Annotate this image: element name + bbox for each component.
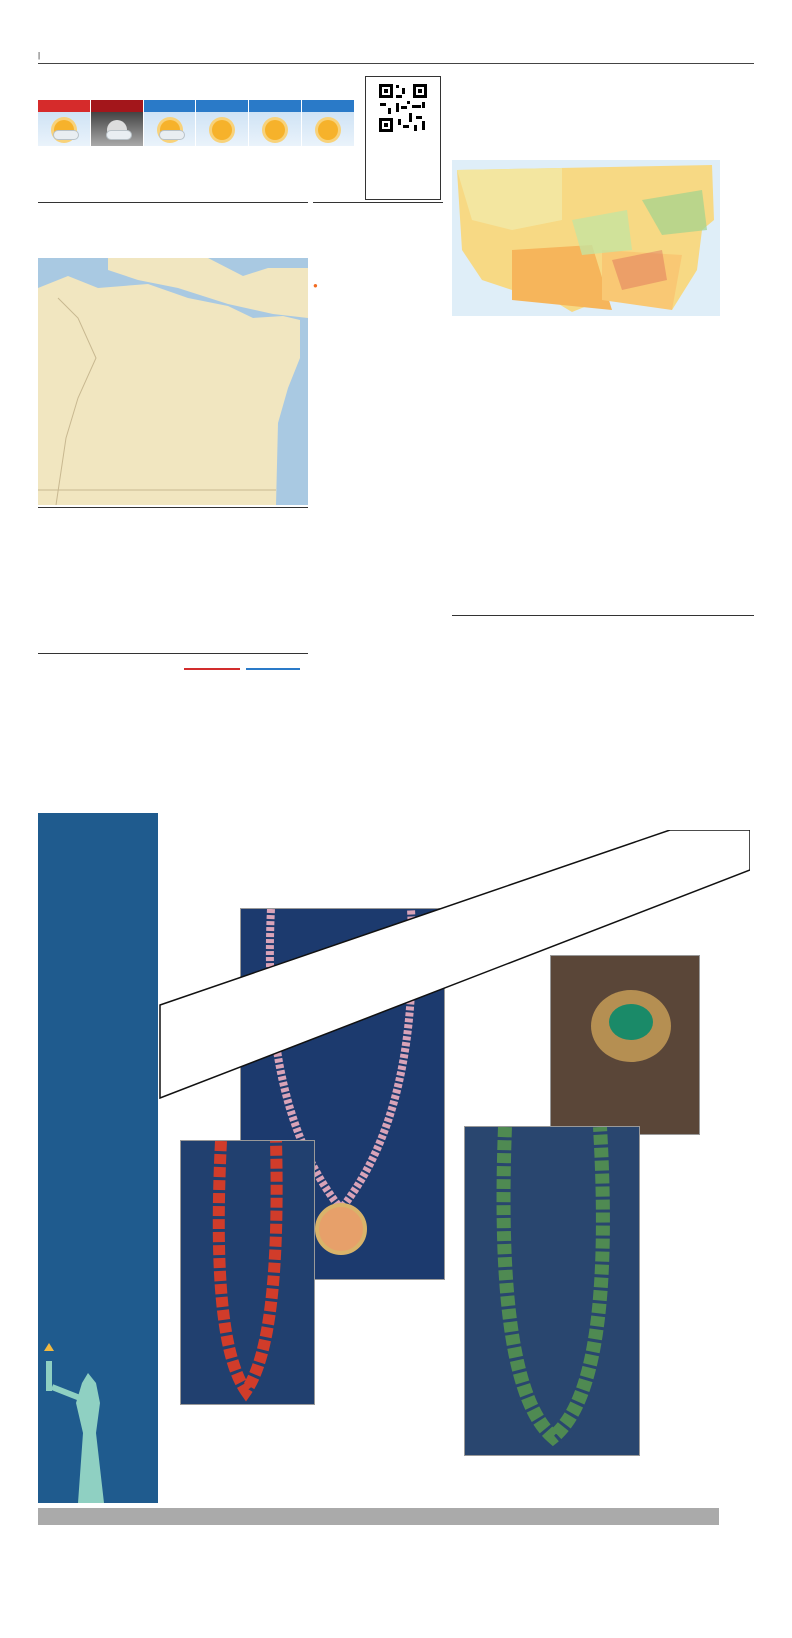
sun-icon bbox=[196, 112, 248, 146]
qr-code[interactable] bbox=[378, 83, 428, 133]
temperature-legend bbox=[452, 320, 720, 332]
regional-map bbox=[38, 258, 308, 505]
trends-title bbox=[38, 653, 308, 654]
necklace-3-image bbox=[181, 1141, 316, 1406]
regional-outlook-title bbox=[38, 202, 308, 203]
forecast-day bbox=[91, 100, 143, 178]
national-map bbox=[452, 160, 720, 316]
day-name bbox=[144, 100, 196, 112]
final-day-banner bbox=[150, 830, 750, 1100]
day-name bbox=[91, 100, 143, 112]
accuweather-logo bbox=[313, 281, 443, 290]
night-partly-cloudy-icon bbox=[91, 112, 143, 146]
trends-key bbox=[60, 668, 300, 686]
partly-cloudy-icon bbox=[38, 112, 90, 146]
temperature-trends-chart bbox=[38, 686, 308, 766]
regional-forecast-title bbox=[38, 507, 308, 508]
sun-icon bbox=[249, 112, 301, 146]
day-name bbox=[196, 100, 248, 112]
air-quality-scale bbox=[313, 257, 443, 271]
photo-roman-glass-necklace bbox=[464, 1126, 640, 1456]
day-name bbox=[249, 100, 301, 112]
forecast-day bbox=[302, 100, 354, 178]
national-map-shapes bbox=[452, 160, 720, 316]
statue-of-liberty-icon bbox=[38, 1343, 158, 1503]
trends-key-avg-low bbox=[246, 668, 300, 670]
forecast-day bbox=[38, 100, 90, 178]
more-online-box bbox=[365, 76, 441, 200]
sponsor-block bbox=[452, 78, 754, 104]
necklace-4-image bbox=[465, 1127, 641, 1457]
almanac bbox=[313, 202, 443, 290]
almanac-title bbox=[313, 202, 443, 203]
day-description bbox=[91, 146, 143, 174]
day-name bbox=[302, 100, 354, 112]
world-forecast-title bbox=[452, 615, 754, 616]
day-description bbox=[249, 146, 301, 174]
accuweather-icon: ● bbox=[313, 281, 318, 290]
mostly-cloudy-icon bbox=[144, 112, 196, 146]
photo-carnelian-necklace bbox=[180, 1140, 315, 1405]
day-description bbox=[38, 146, 90, 174]
day-description bbox=[144, 146, 196, 174]
footer-bar bbox=[38, 1508, 719, 1525]
sun-icon bbox=[302, 112, 354, 146]
five-day-forecast bbox=[38, 100, 354, 178]
forecast-day bbox=[144, 100, 196, 178]
forecast-day bbox=[196, 100, 248, 178]
ad-sidebar bbox=[38, 813, 158, 1503]
uv-scale bbox=[313, 221, 443, 241]
forecast-day bbox=[249, 100, 301, 178]
page-header: | bbox=[38, 44, 754, 64]
day-description bbox=[196, 146, 248, 174]
day-description bbox=[302, 146, 354, 174]
regional-map-shapes bbox=[38, 258, 308, 505]
trends-key-avg-high bbox=[184, 668, 240, 670]
day-name bbox=[38, 100, 90, 112]
